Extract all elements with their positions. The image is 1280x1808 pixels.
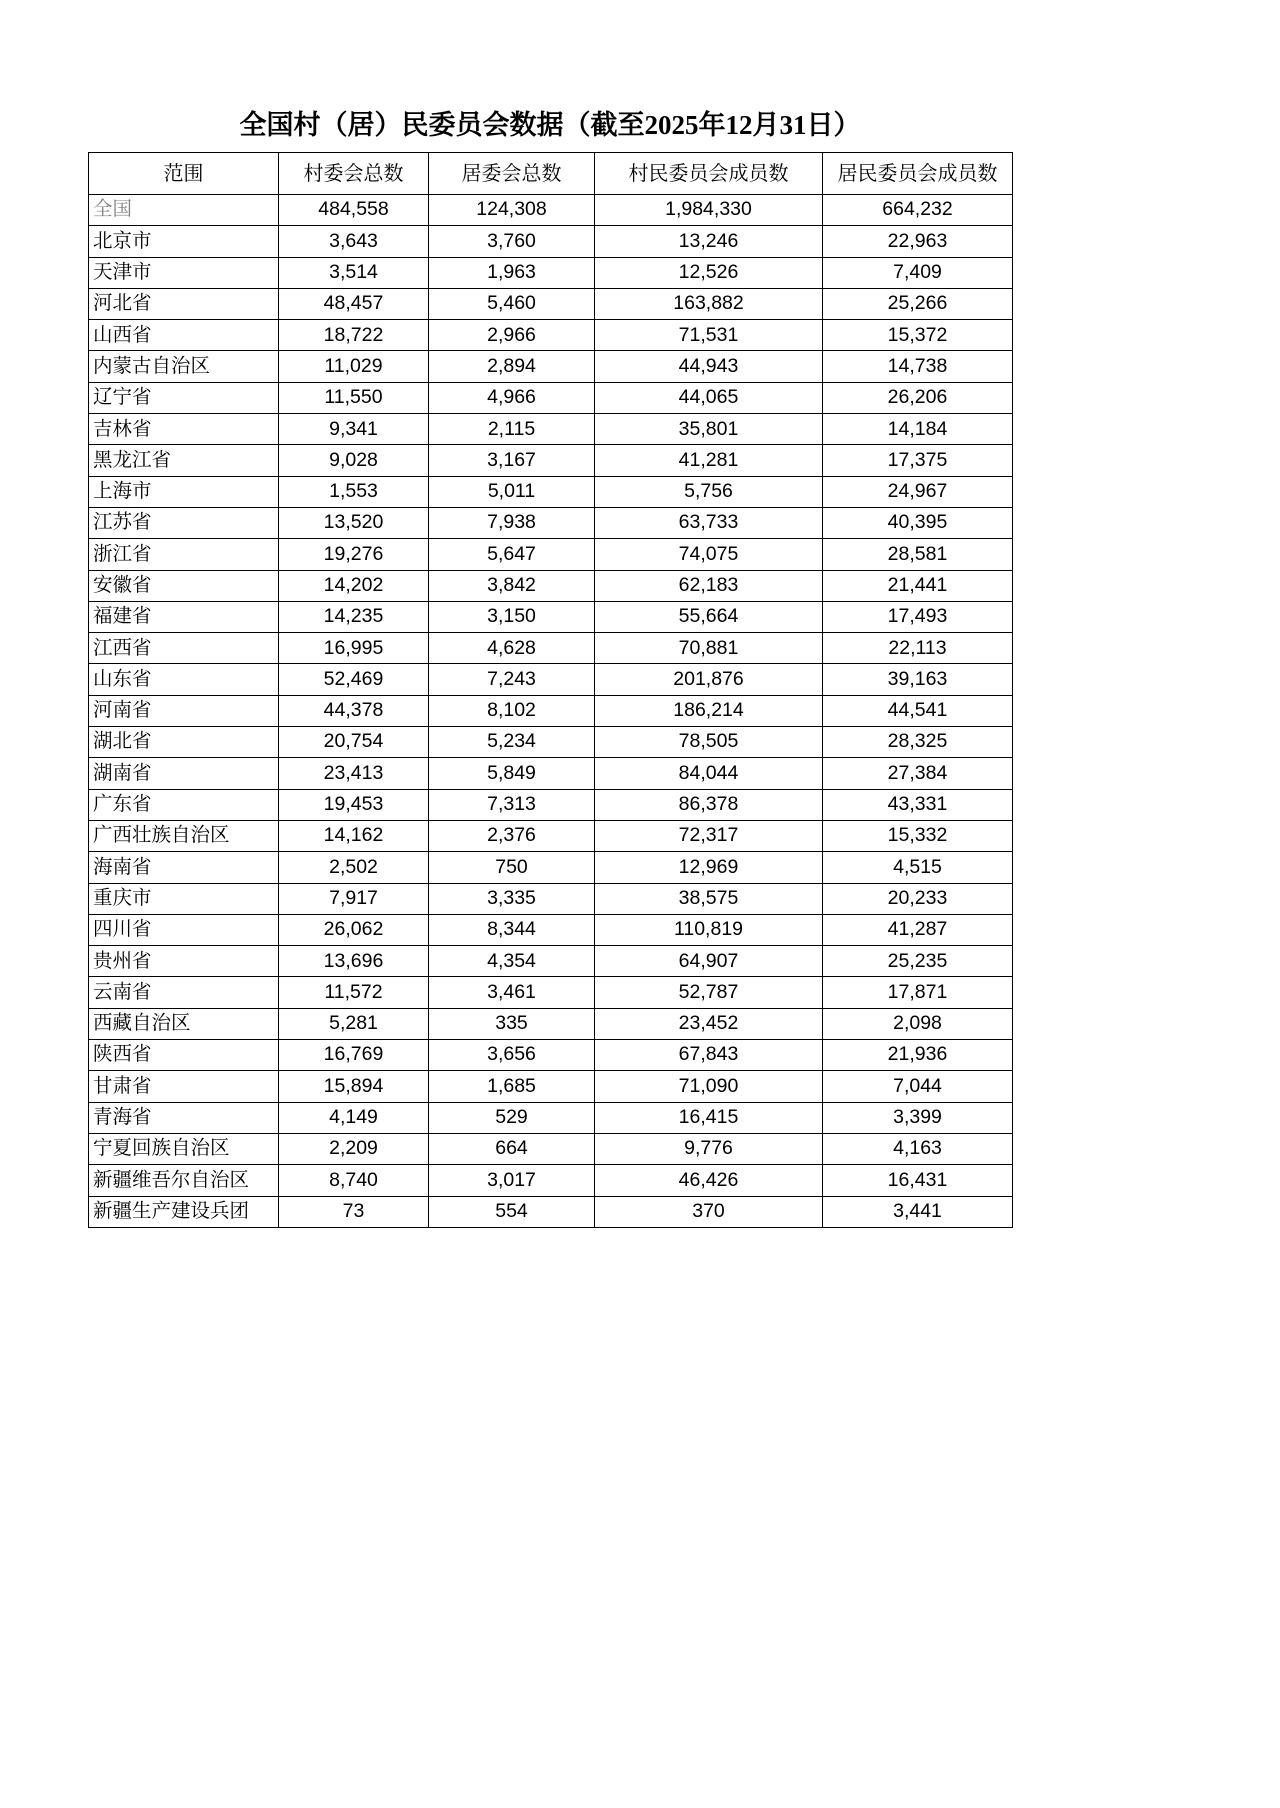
page-title: 全国村（居）民委员会数据（截至2025年12月31日） bbox=[239, 110, 861, 140]
cell-value-2: 2,115 bbox=[429, 414, 595, 445]
table-row bbox=[89, 664, 1013, 695]
cell-value-4: 15,372 bbox=[823, 320, 1013, 351]
cell-value-1: 2,502 bbox=[279, 852, 429, 883]
cell-value-2: 7,243 bbox=[429, 664, 595, 695]
cell-value-4: 17,375 bbox=[823, 445, 1013, 476]
cell-region: 新疆维吾尔自治区 bbox=[89, 1165, 279, 1196]
cell-region: 广东省 bbox=[89, 789, 279, 820]
cell-value-2: 3,150 bbox=[429, 601, 595, 632]
cell-value-4: 25,266 bbox=[823, 288, 1013, 319]
cell-value-1: 3,514 bbox=[279, 257, 429, 288]
cell-value-2: 4,966 bbox=[429, 382, 595, 413]
table-row bbox=[89, 1071, 1013, 1102]
cell-value-4: 21,441 bbox=[823, 570, 1013, 601]
cell-value-1: 13,696 bbox=[279, 946, 429, 977]
cell-region: 湖北省 bbox=[89, 727, 279, 758]
cell-value-4: 16,431 bbox=[823, 1165, 1013, 1196]
table-row bbox=[89, 758, 1013, 789]
cell-value-2: 7,938 bbox=[429, 507, 595, 538]
cell-value-2: 1,685 bbox=[429, 1071, 595, 1102]
cell-region: 湖南省 bbox=[89, 758, 279, 789]
column-header-resident-members: 居民委员会成员数 bbox=[823, 153, 1013, 195]
cell-value-2: 3,842 bbox=[429, 570, 595, 601]
table-row bbox=[89, 1133, 1013, 1164]
cell-value-2: 3,656 bbox=[429, 1040, 595, 1071]
cell-value-4: 22,963 bbox=[823, 226, 1013, 257]
table-row bbox=[89, 946, 1013, 977]
cell-value-2: 3,017 bbox=[429, 1165, 595, 1196]
cell-value-1: 11,029 bbox=[279, 351, 429, 382]
cell-region: 黑龙江省 bbox=[89, 445, 279, 476]
table-body bbox=[89, 195, 1013, 1228]
cell-value-3: 44,065 bbox=[595, 382, 823, 413]
cell-value-4: 27,384 bbox=[823, 758, 1013, 789]
cell-value-2: 3,167 bbox=[429, 445, 595, 476]
cell-value-2: 750 bbox=[429, 852, 595, 883]
cell-value-4: 41,287 bbox=[823, 914, 1013, 945]
table-row bbox=[89, 601, 1013, 632]
cell-value-4: 28,581 bbox=[823, 539, 1013, 570]
cell-value-4: 17,493 bbox=[823, 601, 1013, 632]
cell-value-2: 529 bbox=[429, 1102, 595, 1133]
cell-value-3: 41,281 bbox=[595, 445, 823, 476]
cell-value-3: 71,531 bbox=[595, 320, 823, 351]
cell-value-3: 110,819 bbox=[595, 914, 823, 945]
table-row bbox=[89, 1196, 1013, 1227]
cell-value-3: 35,801 bbox=[595, 414, 823, 445]
cell-value-4: 40,395 bbox=[823, 507, 1013, 538]
table-row bbox=[89, 695, 1013, 726]
cell-value-1: 4,149 bbox=[279, 1102, 429, 1133]
cell-region: 四川省 bbox=[89, 914, 279, 945]
cell-value-4: 664,232 bbox=[823, 195, 1013, 226]
cell-region: 安徽省 bbox=[89, 570, 279, 601]
cell-value-1: 1,553 bbox=[279, 476, 429, 507]
cell-value-1: 11,572 bbox=[279, 977, 429, 1008]
cell-region: 天津市 bbox=[89, 257, 279, 288]
table-row bbox=[89, 1165, 1013, 1196]
cell-region: 河北省 bbox=[89, 288, 279, 319]
cell-value-2: 5,234 bbox=[429, 727, 595, 758]
table-row bbox=[89, 789, 1013, 820]
column-header-village-members: 村民委员会成员数 bbox=[595, 153, 823, 195]
cell-region: 河南省 bbox=[89, 695, 279, 726]
cell-region: 全国 bbox=[89, 195, 279, 226]
cell-value-1: 23,413 bbox=[279, 758, 429, 789]
cell-value-3: 13,246 bbox=[595, 226, 823, 257]
cell-value-4: 21,936 bbox=[823, 1040, 1013, 1071]
cell-value-1: 73 bbox=[279, 1196, 429, 1227]
cell-value-2: 8,344 bbox=[429, 914, 595, 945]
cell-value-3: 5,756 bbox=[595, 476, 823, 507]
table-row bbox=[89, 507, 1013, 538]
cell-value-4: 14,738 bbox=[823, 351, 1013, 382]
cell-region: 浙江省 bbox=[89, 539, 279, 570]
cell-value-1: 15,894 bbox=[279, 1071, 429, 1102]
cell-region: 陕西省 bbox=[89, 1040, 279, 1071]
table-row bbox=[89, 414, 1013, 445]
table-row bbox=[89, 1008, 1013, 1039]
cell-value-2: 3,461 bbox=[429, 977, 595, 1008]
cell-value-4: 2,098 bbox=[823, 1008, 1013, 1039]
table-row bbox=[89, 445, 1013, 476]
cell-value-3: 72,317 bbox=[595, 820, 823, 851]
cell-value-4: 3,399 bbox=[823, 1102, 1013, 1133]
cell-value-4: 4,163 bbox=[823, 1133, 1013, 1164]
cell-value-3: 78,505 bbox=[595, 727, 823, 758]
column-header-resident-total: 居委会总数 bbox=[429, 153, 595, 195]
cell-value-2: 3,335 bbox=[429, 883, 595, 914]
cell-value-1: 3,643 bbox=[279, 226, 429, 257]
cell-value-1: 7,917 bbox=[279, 883, 429, 914]
cell-value-4: 28,325 bbox=[823, 727, 1013, 758]
cell-value-3: 52,787 bbox=[595, 977, 823, 1008]
cell-value-3: 86,378 bbox=[595, 789, 823, 820]
cell-region: 海南省 bbox=[89, 852, 279, 883]
cell-region: 重庆市 bbox=[89, 883, 279, 914]
cell-value-2: 664 bbox=[429, 1133, 595, 1164]
cell-value-1: 19,276 bbox=[279, 539, 429, 570]
village-committee-data-table bbox=[88, 152, 1013, 1228]
table-header-row bbox=[89, 153, 1013, 195]
cell-value-4: 43,331 bbox=[823, 789, 1013, 820]
table-row bbox=[89, 977, 1013, 1008]
cell-value-1: 9,341 bbox=[279, 414, 429, 445]
cell-region: 青海省 bbox=[89, 1102, 279, 1133]
column-header-village-total: 村委会总数 bbox=[279, 153, 429, 195]
cell-value-3: 1,984,330 bbox=[595, 195, 823, 226]
cell-region: 上海市 bbox=[89, 476, 279, 507]
cell-value-3: 44,943 bbox=[595, 351, 823, 382]
table-row bbox=[89, 320, 1013, 351]
cell-value-2: 8,102 bbox=[429, 695, 595, 726]
cell-region: 西藏自治区 bbox=[89, 1008, 279, 1039]
cell-value-2: 124,308 bbox=[429, 195, 595, 226]
cell-region: 甘肃省 bbox=[89, 1071, 279, 1102]
table-row bbox=[89, 852, 1013, 883]
cell-value-4: 22,113 bbox=[823, 633, 1013, 664]
cell-value-2: 5,647 bbox=[429, 539, 595, 570]
cell-value-2: 554 bbox=[429, 1196, 595, 1227]
cell-value-3: 9,776 bbox=[595, 1133, 823, 1164]
cell-value-3: 55,664 bbox=[595, 601, 823, 632]
cell-value-1: 2,209 bbox=[279, 1133, 429, 1164]
table-row bbox=[89, 633, 1013, 664]
cell-region: 江苏省 bbox=[89, 507, 279, 538]
table-row bbox=[89, 382, 1013, 413]
cell-value-1: 14,162 bbox=[279, 820, 429, 851]
cell-value-1: 16,769 bbox=[279, 1040, 429, 1071]
cell-value-1: 44,378 bbox=[279, 695, 429, 726]
cell-value-2: 2,966 bbox=[429, 320, 595, 351]
cell-value-3: 201,876 bbox=[595, 664, 823, 695]
cell-value-3: 16,415 bbox=[595, 1102, 823, 1133]
cell-value-4: 26,206 bbox=[823, 382, 1013, 413]
table-row bbox=[89, 570, 1013, 601]
cell-value-4: 17,871 bbox=[823, 977, 1013, 1008]
cell-value-3: 71,090 bbox=[595, 1071, 823, 1102]
table-row bbox=[89, 257, 1013, 288]
cell-value-4: 20,233 bbox=[823, 883, 1013, 914]
table-row bbox=[89, 820, 1013, 851]
cell-value-2: 4,354 bbox=[429, 946, 595, 977]
table-row bbox=[89, 288, 1013, 319]
cell-value-4: 7,409 bbox=[823, 257, 1013, 288]
cell-value-1: 9,028 bbox=[279, 445, 429, 476]
cell-value-3: 64,907 bbox=[595, 946, 823, 977]
cell-value-1: 11,550 bbox=[279, 382, 429, 413]
cell-value-1: 8,740 bbox=[279, 1165, 429, 1196]
cell-value-3: 62,183 bbox=[595, 570, 823, 601]
cell-value-2: 7,313 bbox=[429, 789, 595, 820]
table-row bbox=[89, 195, 1013, 226]
cell-value-3: 186,214 bbox=[595, 695, 823, 726]
cell-value-1: 14,235 bbox=[279, 601, 429, 632]
cell-value-2: 2,376 bbox=[429, 820, 595, 851]
cell-value-4: 44,541 bbox=[823, 695, 1013, 726]
cell-region: 吉林省 bbox=[89, 414, 279, 445]
cell-value-3: 23,452 bbox=[595, 1008, 823, 1039]
cell-value-3: 70,881 bbox=[595, 633, 823, 664]
cell-value-1: 14,202 bbox=[279, 570, 429, 601]
cell-region: 福建省 bbox=[89, 601, 279, 632]
table-row bbox=[89, 1040, 1013, 1071]
cell-value-1: 19,453 bbox=[279, 789, 429, 820]
cell-region: 宁夏回族自治区 bbox=[89, 1133, 279, 1164]
cell-region: 广西壮族自治区 bbox=[89, 820, 279, 851]
table-row bbox=[89, 1102, 1013, 1133]
table-row bbox=[89, 226, 1013, 257]
cell-value-4: 14,184 bbox=[823, 414, 1013, 445]
cell-value-3: 46,426 bbox=[595, 1165, 823, 1196]
cell-value-1: 16,995 bbox=[279, 633, 429, 664]
cell-region: 新疆生产建设兵团 bbox=[89, 1196, 279, 1227]
cell-value-1: 26,062 bbox=[279, 914, 429, 945]
table-row bbox=[89, 539, 1013, 570]
cell-value-1: 20,754 bbox=[279, 727, 429, 758]
cell-value-3: 63,733 bbox=[595, 507, 823, 538]
cell-value-3: 12,969 bbox=[595, 852, 823, 883]
cell-value-1: 48,457 bbox=[279, 288, 429, 319]
table-header bbox=[89, 153, 1013, 195]
cell-region: 云南省 bbox=[89, 977, 279, 1008]
cell-value-3: 38,575 bbox=[595, 883, 823, 914]
table-row bbox=[89, 914, 1013, 945]
cell-value-3: 67,843 bbox=[595, 1040, 823, 1071]
cell-region: 辽宁省 bbox=[89, 382, 279, 413]
table-row bbox=[89, 727, 1013, 758]
cell-value-1: 18,722 bbox=[279, 320, 429, 351]
cell-value-2: 335 bbox=[429, 1008, 595, 1039]
cell-region: 贵州省 bbox=[89, 946, 279, 977]
table-row bbox=[89, 476, 1013, 507]
cell-value-3: 12,526 bbox=[595, 257, 823, 288]
cell-value-2: 5,849 bbox=[429, 758, 595, 789]
table-row bbox=[89, 883, 1013, 914]
cell-value-4: 15,332 bbox=[823, 820, 1013, 851]
cell-value-4: 7,044 bbox=[823, 1071, 1013, 1102]
cell-region: 山东省 bbox=[89, 664, 279, 695]
cell-value-4: 4,515 bbox=[823, 852, 1013, 883]
column-header-region: 范围 bbox=[89, 153, 279, 195]
cell-value-1: 13,520 bbox=[279, 507, 429, 538]
cell-region: 山西省 bbox=[89, 320, 279, 351]
cell-value-2: 5,011 bbox=[429, 476, 595, 507]
cell-value-2: 2,894 bbox=[429, 351, 595, 382]
cell-value-3: 370 bbox=[595, 1196, 823, 1227]
cell-value-2: 5,460 bbox=[429, 288, 595, 319]
cell-value-3: 163,882 bbox=[595, 288, 823, 319]
cell-region: 江西省 bbox=[89, 633, 279, 664]
cell-value-2: 4,628 bbox=[429, 633, 595, 664]
cell-value-4: 24,967 bbox=[823, 476, 1013, 507]
cell-value-1: 5,281 bbox=[279, 1008, 429, 1039]
cell-value-3: 84,044 bbox=[595, 758, 823, 789]
cell-region: 北京市 bbox=[89, 226, 279, 257]
cell-value-4: 25,235 bbox=[823, 946, 1013, 977]
cell-value-1: 52,469 bbox=[279, 664, 429, 695]
cell-region: 内蒙古自治区 bbox=[89, 351, 279, 382]
cell-value-3: 74,075 bbox=[595, 539, 823, 570]
table-row bbox=[89, 351, 1013, 382]
cell-value-4: 3,441 bbox=[823, 1196, 1013, 1227]
cell-value-2: 3,760 bbox=[429, 226, 595, 257]
cell-value-2: 1,963 bbox=[429, 257, 595, 288]
cell-value-4: 39,163 bbox=[823, 664, 1013, 695]
cell-value-1: 484,558 bbox=[279, 195, 429, 226]
